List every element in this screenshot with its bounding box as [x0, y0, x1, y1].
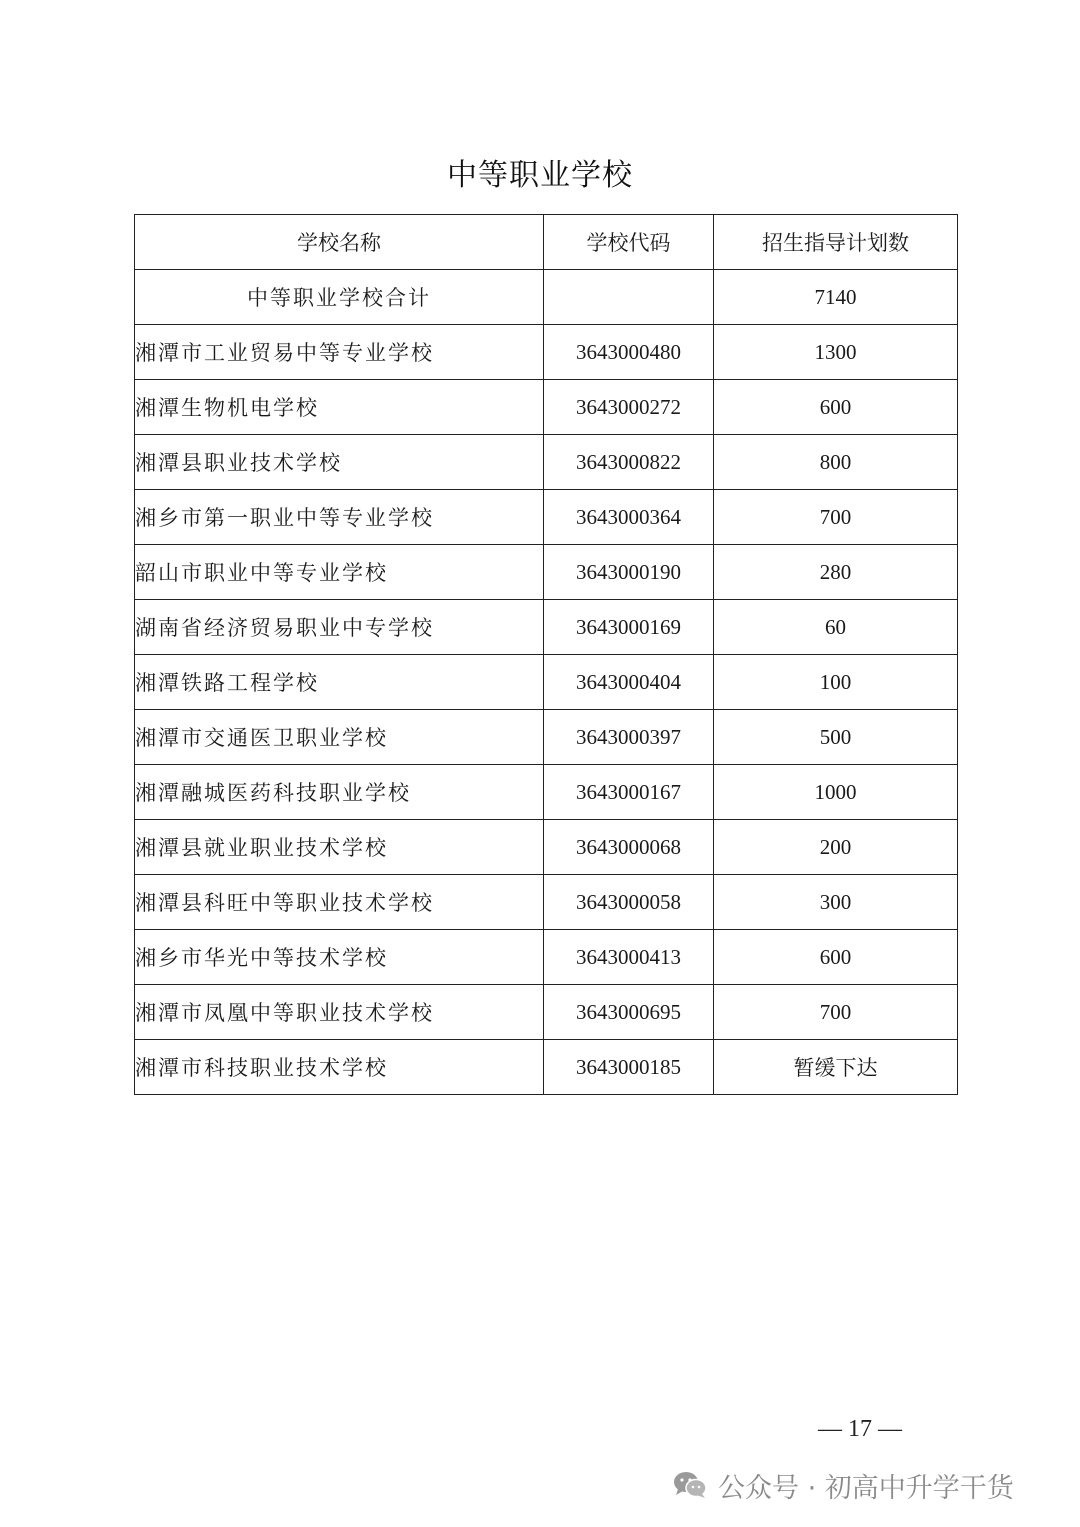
school-name: 湘潭市交通医卫职业学校: [135, 710, 544, 765]
school-plan: 60: [714, 600, 958, 655]
total-row: [135, 270, 958, 325]
table-row: [135, 325, 958, 380]
school-plan: 700: [714, 985, 958, 1040]
school-plan: 暂缓下达: [714, 1040, 958, 1095]
page-number: — 17 —: [818, 1416, 902, 1442]
school-code: 3643000822: [544, 435, 714, 490]
school-plan: 1000: [714, 765, 958, 820]
school-code: 3643000068: [544, 820, 714, 875]
table-row: [135, 545, 958, 600]
page-title: 中等职业学校: [447, 158, 633, 193]
school-name: 湘潭生物机电学校: [135, 380, 544, 435]
school-name: 湘潭县就业职业技术学校: [135, 820, 544, 875]
school-name: 湘潭融城医药科技职业学校: [135, 765, 544, 820]
table-row: [135, 710, 958, 765]
header-plan-count: 招生指导计划数: [714, 215, 958, 270]
school-plan: 500: [714, 710, 958, 765]
school-plan: 200: [714, 820, 958, 875]
total-plan: 7140: [714, 270, 958, 325]
school-code: 3643000480: [544, 325, 714, 380]
school-plan: 100: [714, 655, 958, 710]
school-code: 3643000185: [544, 1040, 714, 1095]
school-code: 3643000272: [544, 380, 714, 435]
school-code: 3643000364: [544, 490, 714, 545]
table-row: [135, 655, 958, 710]
school-plan: 600: [714, 930, 958, 985]
school-name: 湘潭市工业贸易中等专业学校: [135, 325, 544, 380]
school-name: 湘潭县职业技术学校: [135, 435, 544, 490]
total-code: [544, 270, 714, 325]
school-name: 湘乡市第一职业中等专业学校: [135, 490, 544, 545]
total-name: 中等职业学校合计: [135, 270, 544, 325]
school-name: 湘乡市华光中等技术学校: [135, 930, 544, 985]
school-name: 湘潭县科旺中等职业技术学校: [135, 875, 544, 930]
school-plan: 700: [714, 490, 958, 545]
school-plan: 600: [714, 380, 958, 435]
table-row: [135, 985, 958, 1040]
school-code: 3643000169: [544, 600, 714, 655]
header-school-name: 学校名称: [135, 215, 544, 270]
table-row: [135, 490, 958, 545]
table-row: [135, 1040, 958, 1095]
watermark-text: 公众号 · 初高中升学干货: [718, 1472, 1014, 1504]
watermark: [672, 1463, 1014, 1507]
school-name: 湘潭市科技职业技术学校: [135, 1040, 544, 1095]
school-name: 韶山市职业中等专业学校: [135, 545, 544, 600]
school-name: 湘潭铁路工程学校: [135, 655, 544, 710]
school-plan: 280: [714, 545, 958, 600]
schools-table: [134, 214, 958, 1095]
school-code: 3643000190: [544, 545, 714, 600]
school-code: 3643000058: [544, 875, 714, 930]
table-header-row: [135, 215, 958, 270]
school-code: 3643000695: [544, 985, 714, 1040]
table-row: [135, 600, 958, 655]
header-school-code: 学校代码: [544, 215, 714, 270]
table-row: [135, 435, 958, 490]
school-name: 湖南省经济贸易职业中专学校: [135, 600, 544, 655]
school-code: 3643000404: [544, 655, 714, 710]
table-row: [135, 765, 958, 820]
table-row: [135, 820, 958, 875]
school-name: 湘潭市凤凰中等职业技术学校: [135, 985, 544, 1040]
table-row: [135, 380, 958, 435]
school-plan: 300: [714, 875, 958, 930]
table-row: [135, 875, 958, 930]
school-code: 3643000397: [544, 710, 714, 765]
table-row: [135, 930, 958, 985]
school-plan: 1300: [714, 325, 958, 380]
wechat-icon: [672, 1470, 708, 1500]
school-code: 3643000167: [544, 765, 714, 820]
school-code: 3643000413: [544, 930, 714, 985]
school-plan: 800: [714, 435, 958, 490]
